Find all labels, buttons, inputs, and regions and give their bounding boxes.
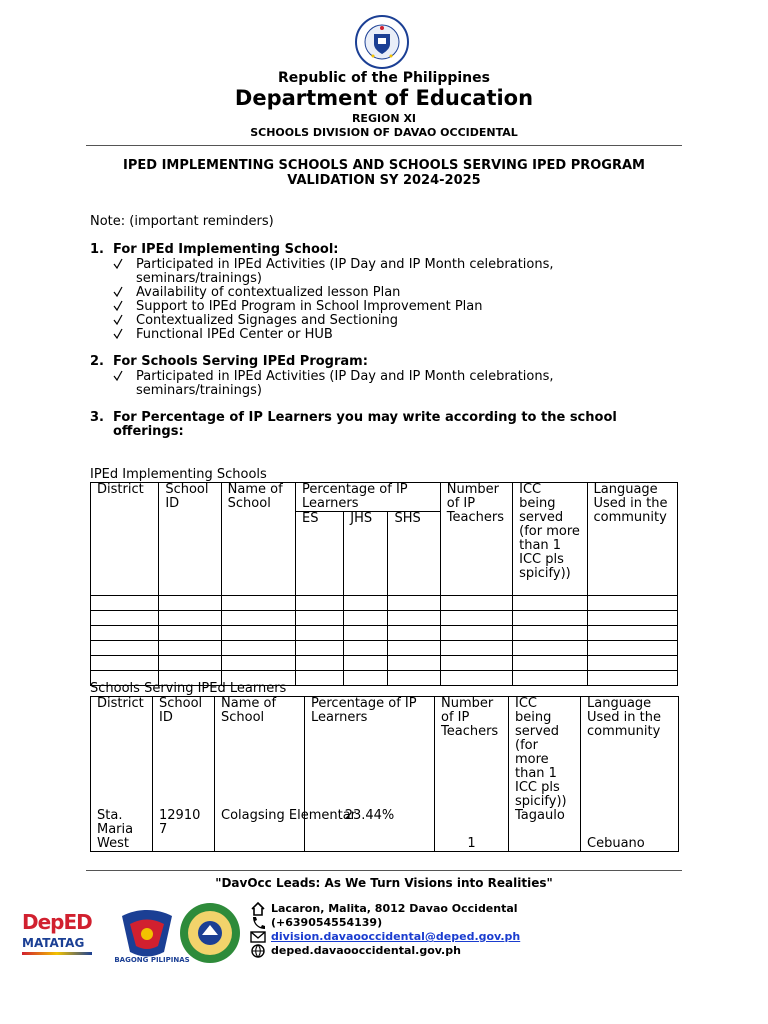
section-1-heading xyxy=(90,243,673,257)
table-row xyxy=(91,697,679,852)
table-cell xyxy=(215,696,357,852)
table-cell[interactable] xyxy=(296,596,344,611)
header-shs: SHS xyxy=(388,512,440,596)
table-cell xyxy=(509,697,581,852)
table-cell[interactable] xyxy=(388,611,440,626)
title-line-1: IPED IMPLEMENTING SCHOOLS AND SCHOOLS SERVING IPED PROGRAM xyxy=(123,158,645,173)
department-heading: Department of Education xyxy=(234,86,534,110)
table-cell[interactable] xyxy=(388,596,440,611)
table-cell[interactable] xyxy=(91,656,159,671)
division-seal-logo xyxy=(178,902,242,964)
school-name-value: Colagsing Elementar xyxy=(221,808,357,823)
table-cell[interactable] xyxy=(587,611,678,626)
table-cell[interactable] xyxy=(344,596,388,611)
header-language: Language Used in the community xyxy=(587,483,678,596)
list-item xyxy=(113,328,613,343)
home-icon xyxy=(250,902,266,916)
bullet-text: Participated in IPEd Activities (IP Day and IP Month celebrations, seminars/trainings) xyxy=(136,369,554,398)
icc-value: Tagaulo xyxy=(515,808,565,823)
header-district: District xyxy=(91,483,159,596)
table-cell xyxy=(91,697,153,852)
table-cell[interactable] xyxy=(159,656,221,671)
deped-matatag-logo xyxy=(22,910,102,966)
table-cell[interactable] xyxy=(388,671,440,686)
table-cell[interactable] xyxy=(388,641,440,656)
table-cell[interactable] xyxy=(587,656,678,671)
bullet-text: Participated in IPEd Activities (IP Day and IP Month celebrations, seminars/trainings) xyxy=(136,257,554,286)
table-row xyxy=(91,611,678,626)
table-row xyxy=(91,641,678,656)
bagong-pilipinas-text: BAGONG PILIPINAS xyxy=(114,956,190,964)
table-cell[interactable] xyxy=(296,671,344,686)
phone-icon xyxy=(250,916,266,930)
footer-website[interactable]: deped.davaooccidental.gov.ph xyxy=(271,944,461,957)
table-cell[interactable] xyxy=(221,641,295,656)
table-cell[interactable] xyxy=(344,671,388,686)
header-school-id: School ID xyxy=(159,483,221,596)
table-cell[interactable] xyxy=(159,611,221,626)
table-cell[interactable] xyxy=(91,626,159,641)
school-id-value: 129107 xyxy=(159,808,201,837)
document-title xyxy=(0,158,768,188)
table-cell[interactable] xyxy=(440,656,512,671)
table-cell xyxy=(581,697,679,852)
table-cell[interactable] xyxy=(296,641,344,656)
section-3-heading xyxy=(90,411,673,439)
bullet-text: Contextualized Signages and Sectioning xyxy=(136,313,399,328)
table-cell[interactable] xyxy=(344,611,388,626)
table-cell[interactable] xyxy=(296,611,344,626)
header-percentage: Percentage of IP Learners xyxy=(311,696,417,725)
table-cell[interactable] xyxy=(440,641,512,656)
table-cell[interactable] xyxy=(440,611,512,626)
table-cell[interactable] xyxy=(296,656,344,671)
section-2-heading xyxy=(90,355,673,369)
table-cell[interactable] xyxy=(91,611,159,626)
list-item xyxy=(113,370,613,400)
footer-motto: "DavOcc Leads: As We Turn Visions into Realities" xyxy=(215,876,553,890)
table-cell[interactable] xyxy=(221,611,295,626)
table-cell[interactable] xyxy=(159,641,221,656)
percentage-value: 23.44% xyxy=(344,808,395,823)
header-school-id: School ID xyxy=(159,696,203,725)
section-number: 1. xyxy=(90,242,104,257)
footer-address: Lacaron, Malita, 8012 Davao Occidental xyxy=(271,902,518,915)
table2-caption: Schools Serving IPEd Learners xyxy=(90,681,287,696)
table-row xyxy=(91,596,678,611)
header-icc: ICC being served (for more than 1 ICC pls spicify)) xyxy=(515,696,567,809)
iped-implementing-table xyxy=(90,482,678,686)
region-heading: REGION XI xyxy=(351,112,417,125)
note-text: Note: (important reminders) xyxy=(90,214,274,229)
table-cell[interactable] xyxy=(513,596,587,611)
table-cell[interactable] xyxy=(344,626,388,641)
deped-logo-text: DepED xyxy=(22,910,92,934)
checkmark-icon xyxy=(113,328,123,340)
table-cell[interactable] xyxy=(159,596,221,611)
header-language: Language Used in the community xyxy=(587,696,661,739)
table-cell[interactable] xyxy=(221,596,295,611)
table-cell[interactable] xyxy=(388,626,440,641)
teachers-value: 1 xyxy=(467,836,476,851)
header-es: ES xyxy=(296,512,344,596)
checkmark-icon xyxy=(113,258,123,270)
language-value: Cebuano xyxy=(587,836,645,851)
bagong-pilipinas-logo xyxy=(112,906,182,958)
table-cell[interactable] xyxy=(296,626,344,641)
table-cell[interactable] xyxy=(513,641,587,656)
table-cell[interactable] xyxy=(587,671,678,686)
table-cell[interactable] xyxy=(221,656,295,671)
matatag-logo-text: MATATAG xyxy=(22,936,85,950)
bullet-text: Functional IPEd Center or HUB xyxy=(136,327,333,342)
footer-phone: (+639054554139) xyxy=(271,916,383,929)
table-cell xyxy=(435,697,509,852)
table-cell[interactable] xyxy=(587,641,678,656)
table-cell[interactable] xyxy=(440,596,512,611)
checkmark-icon xyxy=(113,286,123,298)
table-cell xyxy=(305,697,435,852)
table-cell[interactable] xyxy=(513,611,587,626)
table-row xyxy=(91,626,678,641)
deped-seal-logo xyxy=(344,14,420,70)
email-icon xyxy=(250,930,266,944)
table-cell xyxy=(153,697,215,852)
header-name: Name of School xyxy=(221,483,295,596)
table-cell[interactable] xyxy=(513,656,587,671)
logo-stripe xyxy=(22,952,92,955)
republic-heading: Republic of the Philippines xyxy=(278,70,490,86)
table-cell[interactable] xyxy=(221,626,295,641)
table-cell[interactable] xyxy=(513,626,587,641)
table-cell[interactable] xyxy=(344,656,388,671)
header-teachers: Number of IP Teachers xyxy=(441,696,499,739)
header-icc: ICC being served (for more than 1 ICC pls spicify)) xyxy=(513,483,587,596)
email-link[interactable]: division.davaooccidental@deped.gov.ph xyxy=(271,930,521,943)
header-teachers: Number of IP Teachers xyxy=(440,483,512,596)
table-cell[interactable] xyxy=(513,671,587,686)
checkmark-icon xyxy=(113,300,123,312)
section-title: For Schools Serving IPEd Program: xyxy=(113,354,368,369)
globe-icon xyxy=(250,944,266,958)
section-title: For IPEd Implementing School: xyxy=(113,242,339,257)
district-value: Sta. Maria West xyxy=(97,808,134,851)
section-number: 3. xyxy=(90,410,104,425)
table-header-row xyxy=(91,483,678,512)
table-cell[interactable] xyxy=(91,596,159,611)
checkmark-icon xyxy=(113,370,123,382)
table-cell[interactable] xyxy=(587,626,678,641)
table-cell[interactable] xyxy=(91,641,159,656)
footer-divider xyxy=(86,870,682,871)
table-cell[interactable] xyxy=(440,671,512,686)
list-item xyxy=(113,258,613,288)
table-cell[interactable] xyxy=(587,596,678,611)
footer-email xyxy=(271,930,520,943)
bullet-text: Availability of contextualized lesson Plan xyxy=(136,285,401,300)
checkmark-icon xyxy=(113,314,123,326)
header-percentage: Percentage of IP Learners xyxy=(296,483,441,512)
division-heading: SCHOOLS DIVISION OF DAVAO OCCIDENTAL xyxy=(250,126,518,139)
table-cell[interactable] xyxy=(159,626,221,641)
table-cell[interactable] xyxy=(440,626,512,641)
bullet-text: Support to IPEd Program in School Improvement Plan xyxy=(136,299,483,314)
table-cell[interactable] xyxy=(388,656,440,671)
header-jhs: JHS xyxy=(344,512,388,596)
table-cell[interactable] xyxy=(344,641,388,656)
section-number: 2. xyxy=(90,354,104,369)
header-name: Name of School xyxy=(221,696,277,725)
table-row xyxy=(91,656,678,671)
header-district: District xyxy=(97,696,144,711)
table1-caption: IPEd Implementing Schools xyxy=(90,467,267,482)
title-line-2: VALIDATION SY 2024-2025 xyxy=(287,173,481,188)
schools-serving-table xyxy=(90,696,679,852)
section-title: For Percentage of IP Learners you may write according to the school offerings: xyxy=(113,410,617,439)
header-divider xyxy=(86,145,682,146)
